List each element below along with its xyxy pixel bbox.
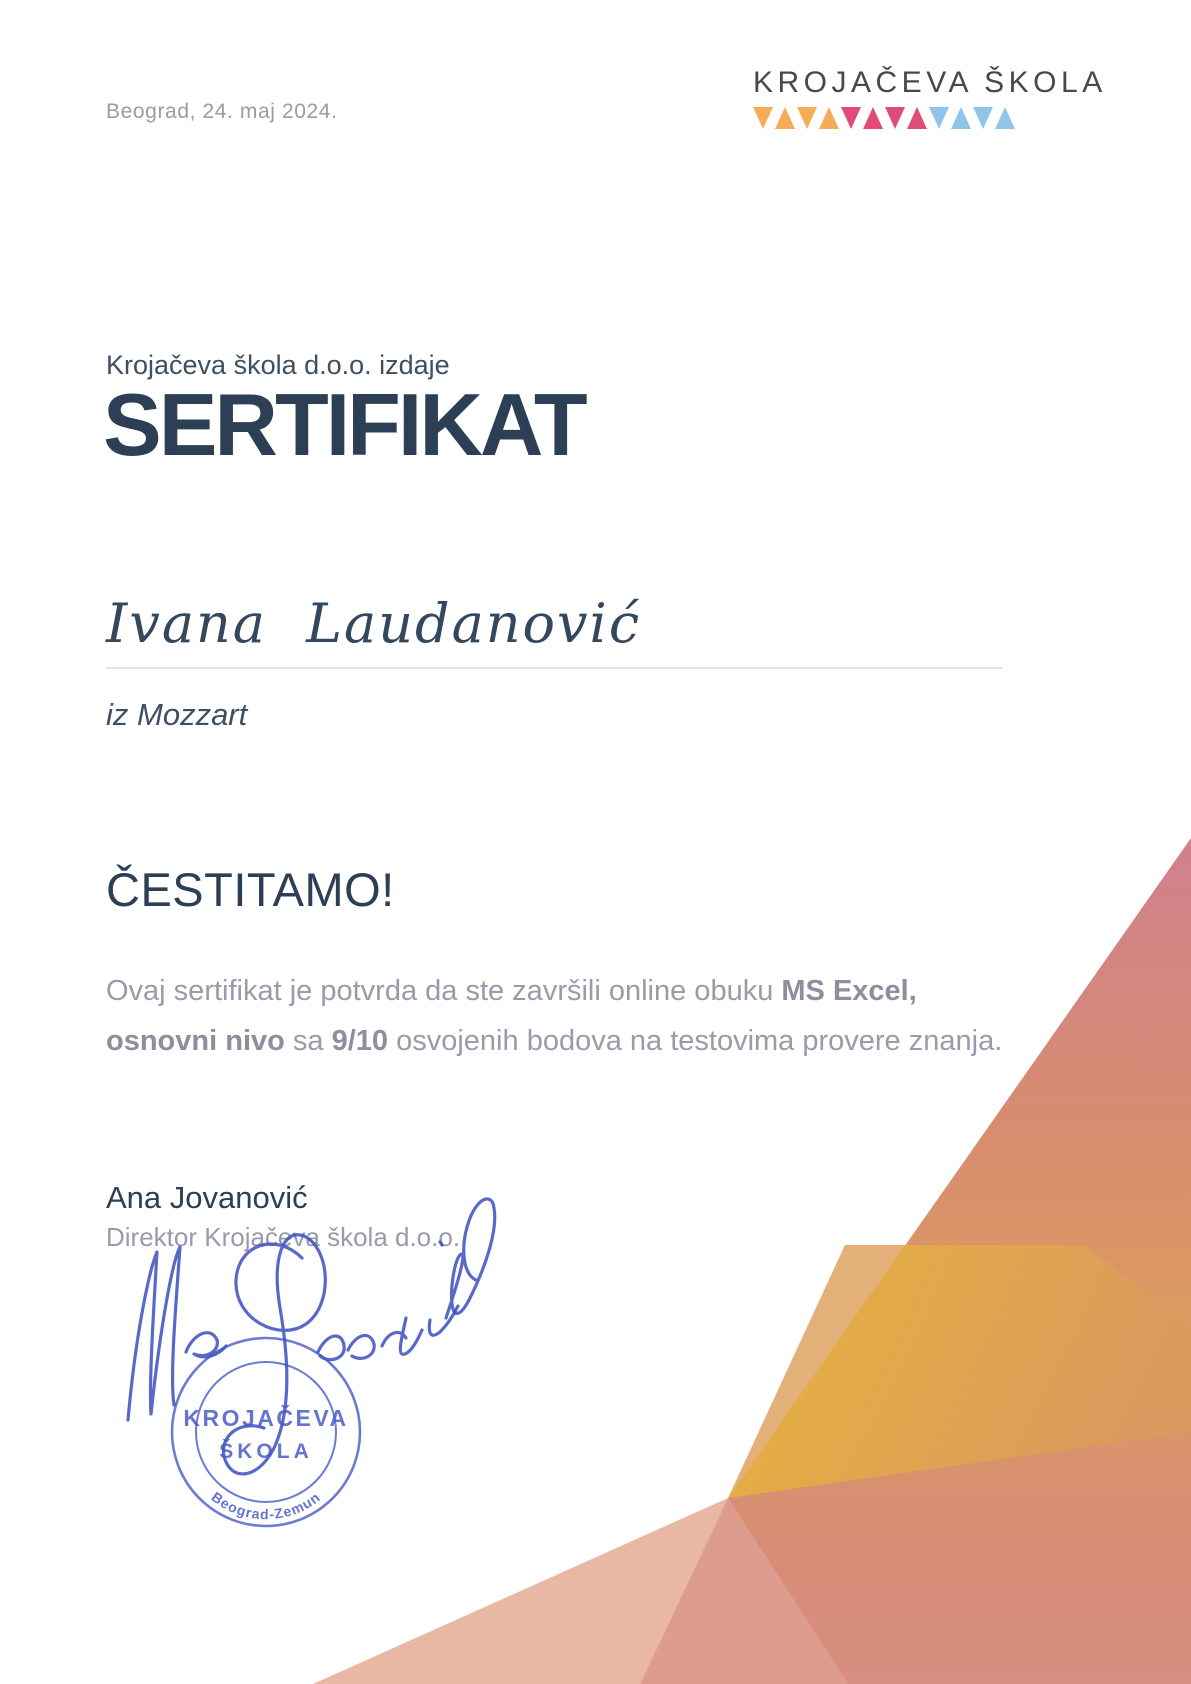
stamp-line1: KROJAČEVA xyxy=(183,1405,349,1431)
signature-flourish-icon xyxy=(440,1199,495,1318)
stamp-outer-ring xyxy=(172,1338,360,1526)
congrats-body-prefix: Ovaj sertifikat je potvrda da ste završili online obuku xyxy=(106,975,782,1007)
recipient-company: iz Mozzart xyxy=(106,697,248,732)
signature-strokes-icon xyxy=(128,1247,180,1420)
signature-bigloop-icon xyxy=(224,1235,326,1474)
stamp-inner-ring xyxy=(196,1362,336,1502)
signature-loop-icon xyxy=(186,1333,226,1357)
stamp-line2: ŠKOLA xyxy=(219,1440,313,1463)
congrats-body-mid: sa xyxy=(284,1024,332,1057)
recipient-name: Ivana Laudanović xyxy=(106,592,642,655)
certificate-title: SERTIFIKAT xyxy=(103,375,585,474)
stamp-arc-text: Beograd-Zemun xyxy=(208,1488,324,1523)
course-name: MS Excel, osnovni nivo xyxy=(106,975,917,1057)
date-line: Beograd, 24. maj 2024. xyxy=(106,100,338,123)
congrats-body-suffix: osvojenih bodova na testovima provere znanja. xyxy=(388,1024,1003,1057)
round-stamp xyxy=(172,1338,360,1526)
signature-wave-icon xyxy=(318,1306,458,1360)
score-value: 9/10 xyxy=(331,1024,389,1057)
congrats-heading: ČESTITAMO! xyxy=(106,863,395,916)
issuer-line: Krojačeva škola d.o.o. izdaje xyxy=(106,350,450,380)
signer-name: Ana Jovanović xyxy=(106,1180,308,1215)
school-logo-text: KROJAČEVA ŠKOLA xyxy=(753,66,1107,99)
signer-title: Direktor Krojačeva škola d.o.o. xyxy=(106,1222,461,1252)
